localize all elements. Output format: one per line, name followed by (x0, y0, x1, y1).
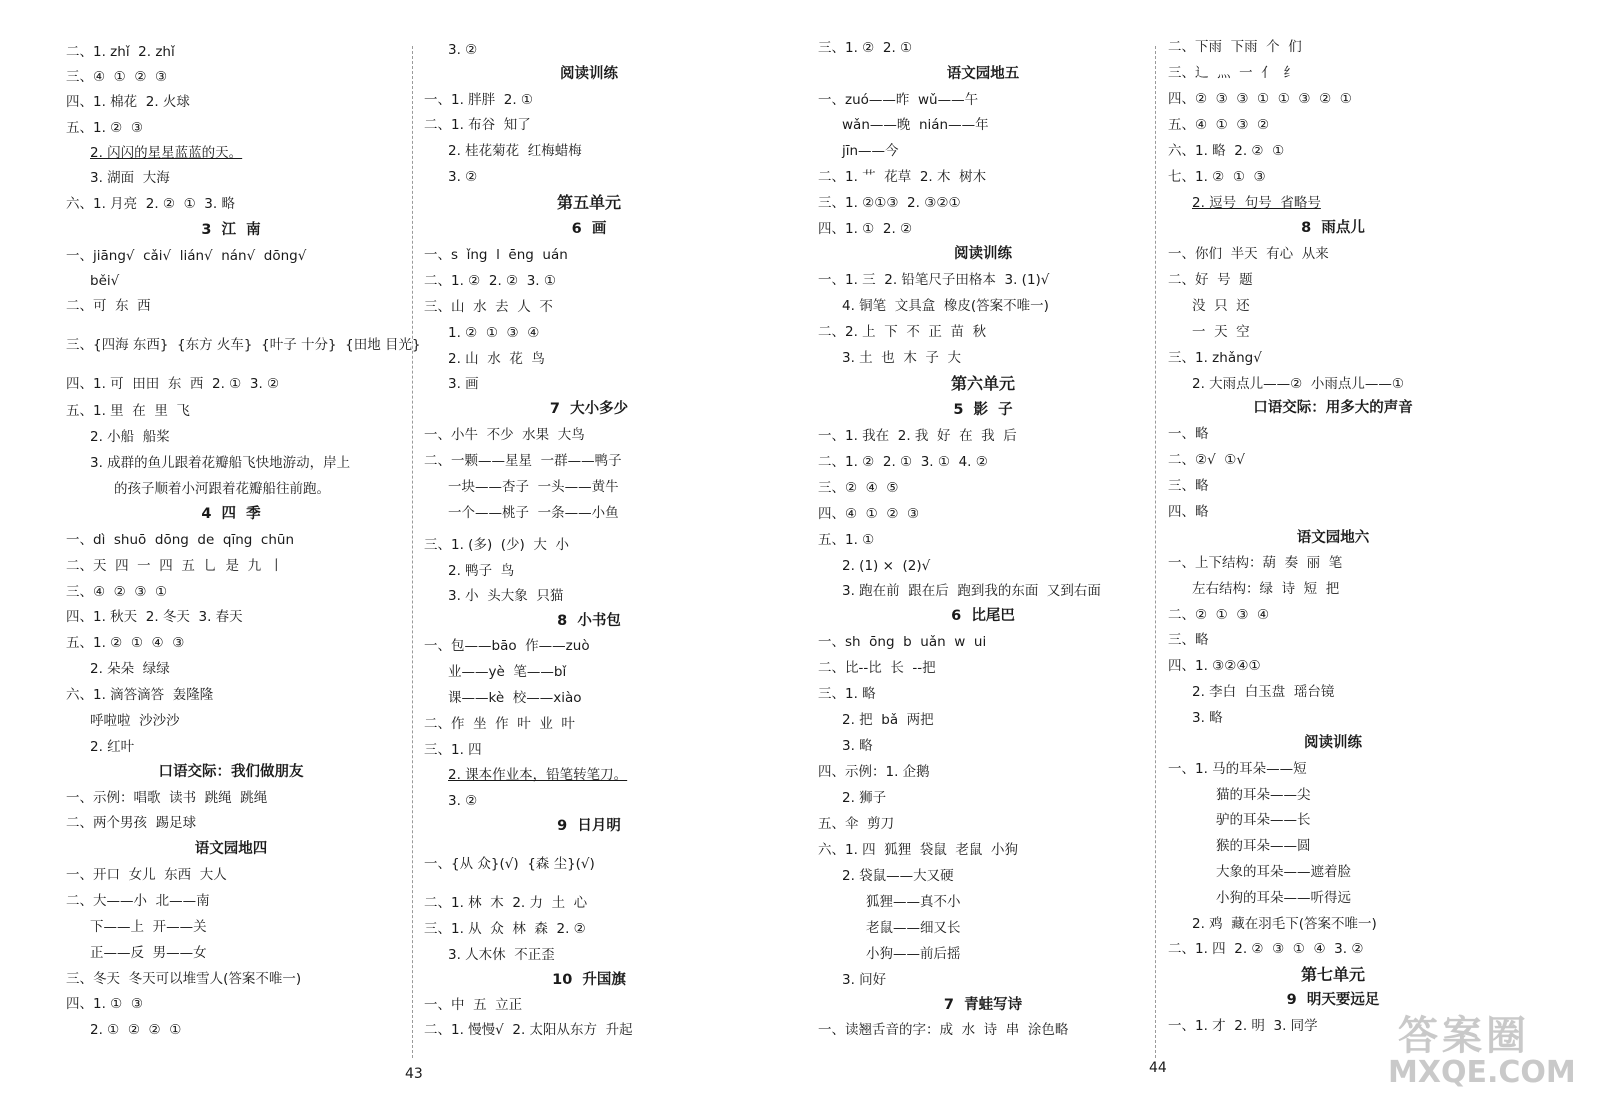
answer-line: 一、1. 才 2. 明 3. 同学 (1168, 1018, 1318, 1034)
answer-line: 三、略 (1168, 478, 1209, 494)
answer-line: 四、1. ③②④① (1168, 658, 1261, 674)
answer-line: 二、作 坐 作 叶 业 叶 (424, 716, 575, 732)
answer-line: 五、1. ② ③ (66, 120, 143, 136)
section-heading: 10 升国旗 (552, 972, 626, 988)
section-heading: 口语交际：我们做朋友 (158, 764, 304, 780)
answer-line: 一、jiāng√ cǎi√ lián√ nán√ dōng√ (66, 248, 307, 264)
answer-line: 小狗的耳朵——听得远 (1216, 890, 1351, 906)
answer-line: 一、读翘舌音的字：成 水 诗 串 涂色略 (818, 1022, 1069, 1038)
answer-line: 二、②√ ①√ (1168, 452, 1245, 468)
answer-line: 3. ② (448, 793, 478, 809)
answer-line: 3. 问好 (842, 972, 887, 988)
answer-line: 小狗——前后摇 (866, 946, 961, 962)
answer-line: 四、1. ① 2. ② (818, 221, 913, 237)
answer-line: 二、可 东 西 (66, 298, 151, 314)
section-heading: 8 小书包 (557, 613, 621, 629)
answer-line: 三、山 水 去 人 不 (424, 299, 553, 315)
answer-line: 猫的耳朵——尖 (1216, 787, 1311, 803)
answer-line: 二、1. 艹 花草 2. 木 树木 (818, 169, 987, 185)
answer-line: 2. 课本作业本，铅笔转笔刀。 (448, 767, 628, 783)
answer-line: 一、{从 众}(√) {森 尘}(√) (424, 856, 595, 872)
answer-line: 三、略 (1168, 632, 1209, 648)
answer-line: 2. 鸡 藏在羽毛下(答案不唯一) (1192, 916, 1377, 932)
section-heading: 口语交际：用多大的声音 (1253, 400, 1413, 416)
answer-line: 下——上 开——关 (90, 919, 207, 935)
answer-line: 3. ② (448, 169, 478, 185)
answer-line: 一、dì shuō dōng de qīng chūn (66, 532, 295, 548)
section-heading: 第五单元 (556, 193, 621, 212)
answer-line: 一个——桃子 一条——小鱼 (448, 505, 619, 521)
answer-line: 二、下雨 下雨 个 们 (1168, 39, 1302, 55)
answer-line: 2. 红叶 (90, 739, 135, 755)
answer-line: 2. 小船 船桨 (90, 429, 170, 445)
answer-line: 一、s ǐng l ēng uán (424, 247, 568, 263)
section-heading: 6 比尾巴 (951, 608, 1015, 624)
answer-line: 四、略 (1168, 504, 1209, 520)
answer-line: 正——反 男——女 (90, 945, 207, 961)
answer-line: 一、1. 三 2. 铅笔尺子田格本 3. (1)√ (818, 272, 1050, 288)
watermark-url: MXQE.COM (1388, 1055, 1576, 1090)
answer-line: 二、大——小 北——南 (66, 893, 210, 909)
answer-line: 二、1. ② 2. ② 3. ① (424, 273, 556, 289)
answer-line: 一、中 五 立正 (424, 997, 523, 1013)
answer-line: 3. 湖面 大海 (90, 170, 170, 186)
answer-line: 四、② ③ ③ ① ① ③ ② ① (1168, 91, 1352, 107)
answer-line: 三、1. ②①③ 2. ③②① (818, 195, 961, 211)
answer-line: 三、④ ① ② ③ (66, 69, 168, 85)
answer-line: 六、1. 略 2. ② ① (1168, 143, 1285, 159)
answer-line: 2. 袋鼠——大又硬 (842, 868, 954, 884)
answer-line: 五、1. 里 在 里 飞 (66, 403, 190, 419)
section-heading: 5 影 子 (953, 402, 1013, 418)
answer-line: 1. ② ① ③ ④ (448, 325, 540, 341)
answer-line: 一、你们 半天 有心 从来 (1168, 246, 1329, 262)
watermark-logo: 答案圈 (1398, 1013, 1530, 1059)
answer-line: 七、1. ② ① ③ (1168, 169, 1266, 185)
answer-line: 五、1. ② ① ④ ③ (66, 635, 185, 651)
answer-line: 一、1. 胖胖 2. ① (424, 92, 534, 108)
answer-line: 呼啦啦 沙沙沙 (90, 713, 180, 729)
answer-line: 3. ② (448, 42, 478, 58)
answer-line: 五、伞 剪刀 (818, 816, 895, 832)
answer-line: 六、1. 月亮 2. ② ① 3. 略 (66, 196, 235, 212)
answer-line: 2. 李白 白玉盘 瑶台镜 (1192, 684, 1335, 700)
answer-line: 狐狸——真不小 (866, 894, 961, 910)
answer-line: 四、1. ① ③ (66, 996, 143, 1012)
answer-line: 二、天 四 一 四 五 乚 是 九 丨 (66, 558, 284, 574)
answer-line: 2. 山 水 花 鸟 (448, 351, 545, 367)
answer-line: 2. 闪闪的星星蓝蓝的天。 (90, 145, 243, 161)
answer-line: 五、1. ① (818, 532, 875, 548)
section-heading: 8 雨点儿 (1301, 220, 1365, 236)
answer-line: 三、{四海 东西} {东方 火车} {叶子 十分} {田地 目光} (66, 337, 421, 353)
section-heading: 4 四 季 (201, 506, 261, 522)
section-heading: 7 青蛙写诗 (943, 997, 1023, 1013)
answer-line: běi√ (90, 273, 120, 289)
answer-line: 4. 铜笔 文具盒 橡皮(答案不唯一) (842, 298, 1049, 314)
answer-line: 2. 把 bǎ 两把 (842, 712, 934, 728)
section-heading: 第六单元 (950, 374, 1015, 393)
divider-right (1155, 46, 1156, 1058)
answer-line: 二、1. 布谷 知了 (424, 117, 531, 133)
answer-line: 一、zuó——昨 wǔ——午 (818, 92, 979, 108)
answer-line: 业——yè 笔——bǐ (448, 664, 567, 680)
answer-line: 三、辶 灬 一 亻 纟 (1168, 65, 1297, 81)
answer-line: 2. 狮子 (842, 790, 887, 806)
answer-line: 2. 鸭子 鸟 (448, 563, 515, 579)
section-heading: 语文园地六 (1296, 530, 1370, 546)
answer-line: 3. 小 头大象 只猫 (448, 588, 564, 604)
answer-line: 三、④ ② ③ ① (66, 584, 168, 600)
answer-line: 六、1. 滴答滴答 轰隆隆 (66, 687, 214, 703)
answer-line: 四、1. 秋天 2. 冬天 3. 春天 (66, 609, 243, 625)
answer-line: 二、好 号 题 (1168, 272, 1253, 288)
answer-line: 猴的耳朵——圆 (1216, 838, 1311, 854)
page-number-left: 43 (405, 1066, 423, 1082)
answer-line: 三、1. 四 (424, 742, 482, 758)
answer-line: wǎn——晚 nián——年 (842, 117, 989, 133)
answer-line: 2. (1) × (2)√ (842, 558, 931, 574)
answer-line: 一块——杏子 一头——黄牛 (448, 479, 619, 495)
answer-line: 2. 桂花菊花 红梅蜡梅 (448, 143, 582, 159)
answer-line: 3. 成群的鱼儿跟着花瓣船飞快地游动，岸上 (90, 455, 351, 471)
answer-line: 二、2. 上 下 不 正 苗 秋 (818, 324, 987, 340)
answer-line: 3. 画 (448, 376, 479, 392)
answer-line: 一、1. 马的耳朵——短 (1168, 761, 1307, 777)
section-heading: 第七单元 (1300, 965, 1365, 984)
answer-line: 二、比--比 长 --把 (818, 660, 936, 676)
answer-line: 一、sh ōng b uǎn w ui (818, 634, 987, 650)
answer-line: 2. 逗号 句号 省略号 (1192, 195, 1321, 211)
section-heading: 9 日月明 (557, 818, 621, 834)
section-heading: 3 江 南 (201, 222, 261, 238)
answer-line: 左右结构：绿 诗 短 把 (1192, 581, 1340, 597)
answer-line: 2. 大雨点儿——② 小雨点儿——① (1192, 376, 1404, 392)
answer-line: 老鼠——细又长 (866, 920, 961, 936)
answer-line: 二、1. zhǐ 2. zhǐ (66, 44, 175, 60)
answer-line: 驴的耳朵——长 (1216, 812, 1311, 828)
answer-line: 二、一颗——星星 一群——鸭子 (424, 453, 622, 469)
section-heading: 7 大小多少 (549, 401, 629, 417)
answer-line: 二、1. ② 2. ① 3. ① 4. ② (818, 454, 988, 470)
answer-line: 3. 土 也 木 子 大 (842, 350, 962, 366)
answer-line: 三、1. 略 (818, 686, 876, 702)
answer-line: 3. 人木休 不正歪 (448, 947, 555, 963)
answer-line: 3. 跑在前 跟在后 跑到我的东面 又到右面 (842, 583, 1101, 599)
answer-line: 二、1. 慢慢√ 2. 太阳从东方 升起 (424, 1022, 633, 1038)
answer-line: 三、1. ② 2. ① (818, 40, 913, 56)
answer-line: 四、示例：1. 企鹅 (818, 764, 930, 780)
answer-line: 一 天 空 (1192, 324, 1250, 340)
answer-line: 一、小牛 不少 水果 大鸟 (424, 427, 585, 443)
page-number-right: 44 (1149, 1060, 1167, 1076)
answer-line: 一、开口 女儿 东西 大人 (66, 867, 227, 883)
answer-line: 三、1. 从 众 林 森 2. ② (424, 921, 586, 937)
answer-line: 四、④ ① ② ③ (818, 506, 920, 522)
answer-line: 课——kè 校——xiào (448, 690, 582, 706)
section-heading: 语文园地四 (194, 841, 268, 857)
answer-line: 没 只 还 (1192, 298, 1250, 314)
answer-line: jīn——今 (842, 143, 899, 159)
answer-line: 一、示例：唱歌 读书 跳绳 跳绳 (66, 790, 268, 806)
answer-line: 四、1. 棉花 2. 火球 (66, 94, 190, 110)
section-heading: 阅读训练 (954, 246, 1012, 262)
answer-line: 三、冬天 冬天可以堆雪人(答案不唯一) (66, 971, 302, 987)
section-heading: 阅读训练 (1304, 735, 1362, 751)
answer-line: 四、1. 可 田田 东 西 2. ① 3. ② (66, 376, 280, 392)
answer-line: 六、1. 四 狐狸 袋鼠 老鼠 小狗 (818, 842, 1019, 858)
section-heading: 阅读训练 (560, 66, 618, 82)
answer-line: 大象的耳朵——遮着脸 (1216, 864, 1351, 880)
divider-left (412, 46, 413, 1058)
answer-line: 3. 略 (1192, 710, 1223, 726)
answer-line: 3. 略 (842, 738, 873, 754)
answer-line: 二、1. 林 木 2. 力 土 心 (424, 895, 588, 911)
answer-line: 一、略 (1168, 426, 1209, 442)
answer-line: 的孩子顺着小河跟着花瓣船往前跑。 (114, 481, 330, 497)
answer-line: 三、1. (多) (少) 大 小 (424, 537, 569, 553)
answer-line: 二、1. 四 2. ② ③ ① ④ 3. ② (1168, 941, 1364, 957)
answer-line: 一、上下结构：葫 奏 丽 笔 (1168, 555, 1343, 571)
section-heading: 9 明天要远足 (1286, 992, 1380, 1008)
answer-line: 三、1. zhǎng√ (1168, 350, 1262, 366)
answer-line: 一、包——bāo 作——zuò (424, 638, 590, 654)
answer-line: 2. 朵朵 绿绿 (90, 661, 170, 677)
answer-line: 三、② ④ ⑤ (818, 480, 899, 496)
answer-line: 二、② ① ③ ④ (1168, 607, 1270, 623)
answer-line: 二、两个男孩 踢足球 (66, 815, 197, 831)
answer-line: 五、④ ① ③ ② (1168, 117, 1270, 133)
answer-line: 一、1. 我在 2. 我 好 在 我 后 (818, 428, 1017, 444)
section-heading: 语文园地五 (946, 66, 1020, 82)
section-heading: 6 画 (571, 221, 607, 237)
answer-line: 2. ① ② ② ① (90, 1022, 182, 1038)
